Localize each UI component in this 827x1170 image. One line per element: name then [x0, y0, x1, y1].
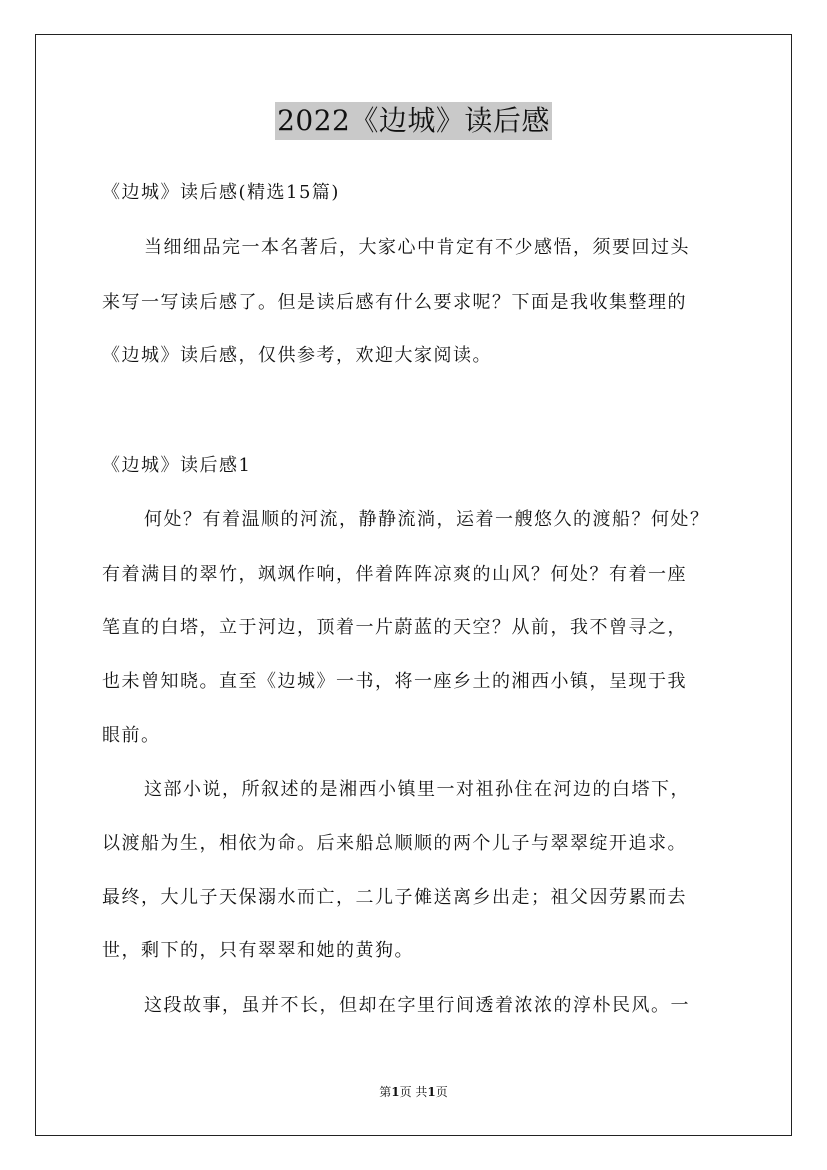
- footer-page-prefix: 第: [379, 1085, 392, 1099]
- intro-line: 《边城》读后感，仅供参考，欢迎大家阅读。: [102, 345, 492, 366]
- paragraph-line: 这部小说，所叙述的是湘西小镇里一对祖孙住在河边的白塔下，: [144, 779, 690, 800]
- paragraph-line: 也未曾知晓。直至《边城》一书，将一座乡土的湘西小镇，呈现于我: [102, 671, 687, 692]
- footer-page-mid: 页 共: [399, 1085, 428, 1099]
- paragraph-line: 有着满目的翠竹，飒飒作响，伴着阵阵凉爽的山风？何处？有着一座: [102, 564, 687, 585]
- paragraph-line: 这段故事，虽并不长，但却在字里行间透着浓浓的淳朴民风。一: [144, 995, 690, 1016]
- intro-line: 来写一写读后感了。但是读后感有什么要求呢？下面是我收集整理的: [102, 292, 687, 313]
- footer-page-suffix: 页: [435, 1085, 448, 1099]
- intro-line: 当细细品完一本名著后，大家心中肯定有不少感悟，须要回过头: [144, 237, 690, 258]
- paragraph-line: 最终，大儿子天保溺水而亡，二儿子傩送离乡出走；祖父因劳累而去: [102, 887, 687, 908]
- paragraph-line: 眼前。: [102, 725, 161, 746]
- paragraph-line: 何处？有着温顺的河流，静静流淌，运着一艘悠久的渡船？何处？: [144, 509, 710, 530]
- footer-page-number: 1: [391, 1085, 400, 1099]
- document-title: 2022《边城》读后感: [275, 102, 552, 140]
- subtitle: 《边城》读后感(精选15篇): [102, 182, 340, 203]
- page-footer: [0, 1084, 827, 1100]
- paragraph-line: 世，剩下的，只有翠翠和她的黄狗。: [102, 940, 414, 961]
- paragraph-line: 笔直的白塔，立于河边，顶着一片蔚蓝的天空？从前，我不曾寻之，: [102, 617, 687, 638]
- document-title-row: [0, 102, 827, 140]
- section-heading: 《边城》读后感1: [102, 455, 252, 476]
- footer-page-total: 1: [427, 1085, 436, 1099]
- paragraph-line: 以渡船为生，相依为命。后来船总顺顺的两个儿子与翠翠绽开追求。: [102, 833, 687, 854]
